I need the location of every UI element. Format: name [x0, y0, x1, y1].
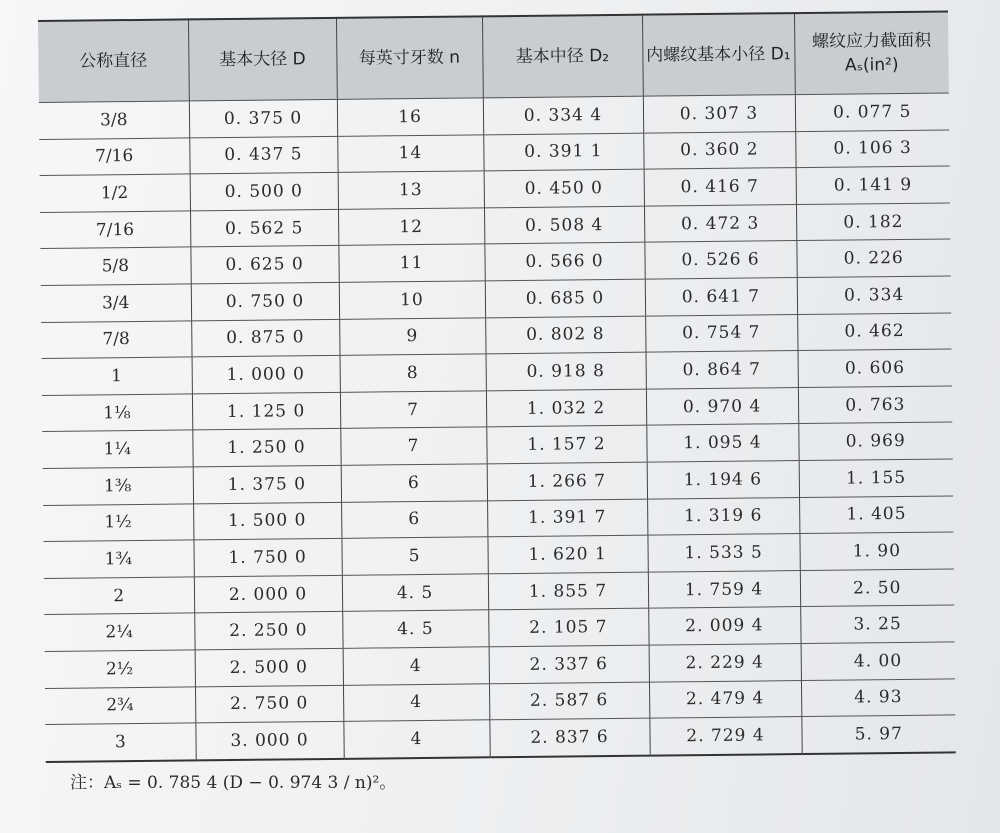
col-stress-area-cell: 3. 25 — [800, 605, 954, 643]
col-pitch-diameter-cell: 1. 855 7 — [488, 572, 648, 610]
col-pitch-diameter-cell: 0. 508 4 — [484, 206, 644, 244]
col-pitch-diameter-cell: 0. 685 0 — [485, 279, 645, 317]
col-nominal-diameter-cell: 5/8 — [40, 247, 190, 285]
col-major-diameter-cell: 1. 125 0 — [192, 392, 340, 430]
col-stress-area-header: 螺纹应力截面积 Aₛ(in²) — [794, 11, 949, 94]
col-nominal-diameter-cell: 2¾ — [45, 686, 195, 724]
col-nominal-diameter-cell: 1 — [42, 357, 192, 395]
col-minor-diameter-cell: 2. 729 4 — [649, 717, 801, 756]
col-stress-area-cell: 4. 93 — [801, 678, 955, 716]
col-threads-per-inch-cell: 7 — [340, 391, 486, 429]
col-minor-diameter-cell: 2. 479 4 — [649, 680, 801, 718]
col-stress-area-cell: 0. 462 — [797, 313, 951, 351]
col-minor-diameter-cell: 0. 307 3 — [643, 95, 795, 133]
col-nominal-diameter-cell: 1⅜ — [43, 467, 193, 505]
col-minor-diameter-header: 内螺纹基本小径 D₁ — [642, 13, 795, 96]
col-minor-diameter-cell: 0. 472 3 — [644, 204, 796, 242]
col-nominal-diameter-cell: 7/16 — [39, 138, 189, 176]
col-pitch-diameter-cell: 1. 620 1 — [487, 535, 647, 573]
col-threads-per-inch-cell: 13 — [338, 171, 484, 209]
col-stress-area-cell: 5. 97 — [801, 715, 955, 754]
col-pitch-diameter-cell: 0. 566 0 — [484, 243, 644, 281]
col-threads-per-inch-cell: 9 — [339, 317, 485, 355]
col-nominal-diameter-cell: 1¼ — [42, 430, 192, 468]
col-pitch-diameter-cell: 0. 391 1 — [483, 133, 643, 171]
col-major-diameter-cell: 1. 750 0 — [193, 538, 341, 576]
col-stress-area-cell: 4. 00 — [801, 642, 955, 680]
col-threads-per-inch-cell: 6 — [341, 464, 487, 502]
col-minor-diameter-cell: 0. 526 6 — [644, 241, 796, 279]
col-stress-area-cell: 2. 50 — [800, 569, 954, 607]
col-minor-diameter-cell: 1. 194 6 — [647, 460, 799, 498]
col-threads-per-inch-cell: 12 — [338, 208, 484, 246]
col-major-diameter-cell: 3. 000 0 — [195, 721, 343, 760]
col-stress-area-cell: 0. 969 — [798, 422, 952, 460]
col-pitch-diameter-cell: 0. 918 8 — [486, 352, 646, 390]
col-stress-area-cell: 0. 334 — [797, 276, 951, 314]
col-major-diameter-cell: 2. 000 0 — [194, 575, 342, 613]
col-stress-area-cell: 0. 606 — [798, 349, 952, 387]
col-major-diameter-cell: 1. 375 0 — [193, 465, 341, 503]
col-major-diameter-cell: 0. 875 0 — [191, 319, 339, 357]
col-nominal-diameter-cell: 2½ — [45, 650, 195, 688]
col-stress-area-cell: 1. 155 — [799, 459, 953, 497]
col-threads-per-inch-cell: 4. 5 — [342, 574, 488, 612]
col-major-diameter-header: 基本大径 D — [188, 18, 337, 101]
col-stress-area-cell: 0. 106 3 — [795, 130, 949, 168]
col-major-diameter-cell: 0. 625 0 — [190, 246, 338, 284]
col-minor-diameter-cell: 1. 095 4 — [646, 424, 798, 462]
col-minor-diameter-cell: 0. 754 7 — [645, 314, 797, 352]
col-threads-per-inch-cell: 6 — [341, 500, 487, 538]
col-minor-diameter-cell: 0. 970 4 — [646, 387, 798, 425]
col-minor-diameter-cell: 0. 416 7 — [644, 168, 796, 206]
col-pitch-diameter-cell: 0. 334 4 — [483, 96, 643, 134]
col-nominal-diameter-cell: 3/8 — [39, 101, 189, 139]
col-pitch-diameter-header: 基本中径 D₂ — [482, 15, 643, 98]
col-nominal-diameter-cell: 2 — [44, 577, 194, 615]
col-nominal-diameter-cell: 1/2 — [40, 174, 190, 212]
col-pitch-diameter-cell: 2. 105 7 — [488, 608, 648, 646]
col-nominal-diameter-cell: 1¾ — [43, 540, 193, 578]
thread-dimensions-table — [38, 10, 956, 762]
col-nominal-diameter-cell: 1⅛ — [42, 394, 192, 432]
col-threads-per-inch-cell: 7 — [340, 427, 486, 465]
col-stress-area-cell: 1. 90 — [799, 532, 953, 570]
col-minor-diameter-cell: 2. 009 4 — [648, 607, 800, 645]
col-threads-per-inch-cell: 16 — [337, 98, 483, 136]
col-pitch-diameter-cell: 0. 450 0 — [484, 169, 644, 207]
col-major-diameter-cell: 1. 250 0 — [192, 429, 340, 467]
col-pitch-diameter-cell: 1. 391 7 — [487, 499, 647, 537]
col-nominal-diameter-cell: 7/16 — [40, 211, 190, 249]
col-nominal-diameter-cell: 3/4 — [41, 284, 191, 322]
col-pitch-diameter-cell: 0. 802 8 — [485, 316, 645, 354]
col-pitch-diameter-cell: 2. 337 6 — [489, 645, 649, 683]
col-nominal-diameter-header: 公称直径 — [38, 19, 189, 102]
col-minor-diameter-cell: 1. 759 4 — [648, 570, 800, 608]
col-pitch-diameter-cell: 1. 032 2 — [486, 389, 646, 427]
col-stress-area-cell: 0. 763 — [798, 386, 952, 424]
table-header-row — [38, 11, 949, 102]
col-major-diameter-cell: 0. 750 0 — [191, 282, 339, 320]
col-major-diameter-cell: 2. 500 0 — [195, 648, 343, 686]
col-nominal-diameter-cell: 2¼ — [44, 613, 194, 651]
col-major-diameter-cell: 1. 000 0 — [192, 356, 340, 394]
col-minor-diameter-cell: 2. 229 4 — [649, 643, 801, 681]
col-threads-per-inch-cell: 8 — [340, 354, 486, 392]
col-minor-diameter-cell: 1. 533 5 — [647, 534, 799, 572]
col-major-diameter-cell: 0. 375 0 — [189, 99, 337, 137]
col-pitch-diameter-cell: 1. 266 7 — [487, 462, 647, 500]
col-stress-area-cell: 0. 182 — [796, 203, 950, 241]
col-major-diameter-cell: 0. 500 0 — [190, 173, 338, 211]
col-threads-per-inch-cell: 14 — [337, 134, 483, 172]
col-threads-per-inch-cell: 4 — [343, 647, 489, 685]
col-threads-per-inch-cell: 10 — [339, 281, 485, 319]
col-minor-diameter-cell: 0. 360 2 — [643, 131, 795, 169]
col-threads-per-inch-cell: 5 — [341, 537, 487, 575]
formula-note: 注：Aₛ = 0. 785 4 (D − 0. 974 3 / n)²。 — [70, 773, 397, 793]
col-threads-per-inch-cell: 4. 5 — [342, 610, 488, 648]
col-stress-area-cell: 0. 141 9 — [796, 166, 950, 204]
col-threads-per-inch-cell: 11 — [338, 244, 484, 282]
col-minor-diameter-cell: 1. 319 6 — [647, 497, 799, 535]
col-threads-per-inch-header: 每英寸牙数 n — [336, 16, 483, 99]
col-pitch-diameter-cell: 2. 587 6 — [489, 682, 649, 720]
col-threads-per-inch-cell: 4 — [343, 683, 489, 721]
col-minor-diameter-cell: 0. 641 7 — [645, 278, 797, 316]
col-pitch-diameter-cell: 2. 837 6 — [489, 718, 649, 757]
col-nominal-diameter-cell: 3 — [45, 723, 195, 762]
col-major-diameter-cell: 0. 437 5 — [189, 136, 337, 174]
col-major-diameter-cell: 2. 250 0 — [194, 612, 342, 650]
col-major-diameter-cell: 1. 500 0 — [193, 502, 341, 540]
col-threads-per-inch-cell: 4 — [343, 720, 489, 759]
col-nominal-diameter-cell: 7/8 — [41, 320, 191, 358]
table-body — [39, 93, 956, 762]
col-major-diameter-cell: 2. 750 0 — [195, 685, 343, 723]
col-major-diameter-cell: 0. 562 5 — [190, 209, 338, 247]
col-minor-diameter-cell: 0. 864 7 — [646, 351, 798, 389]
col-stress-area-cell: 0. 226 — [796, 239, 950, 277]
col-stress-area-cell: 1. 405 — [799, 495, 953, 533]
thread-table-container — [38, 10, 956, 762]
col-pitch-diameter-cell: 1. 157 2 — [486, 425, 646, 463]
col-stress-area-cell: 0. 077 5 — [795, 93, 949, 131]
col-nominal-diameter-cell: 1½ — [43, 503, 193, 541]
